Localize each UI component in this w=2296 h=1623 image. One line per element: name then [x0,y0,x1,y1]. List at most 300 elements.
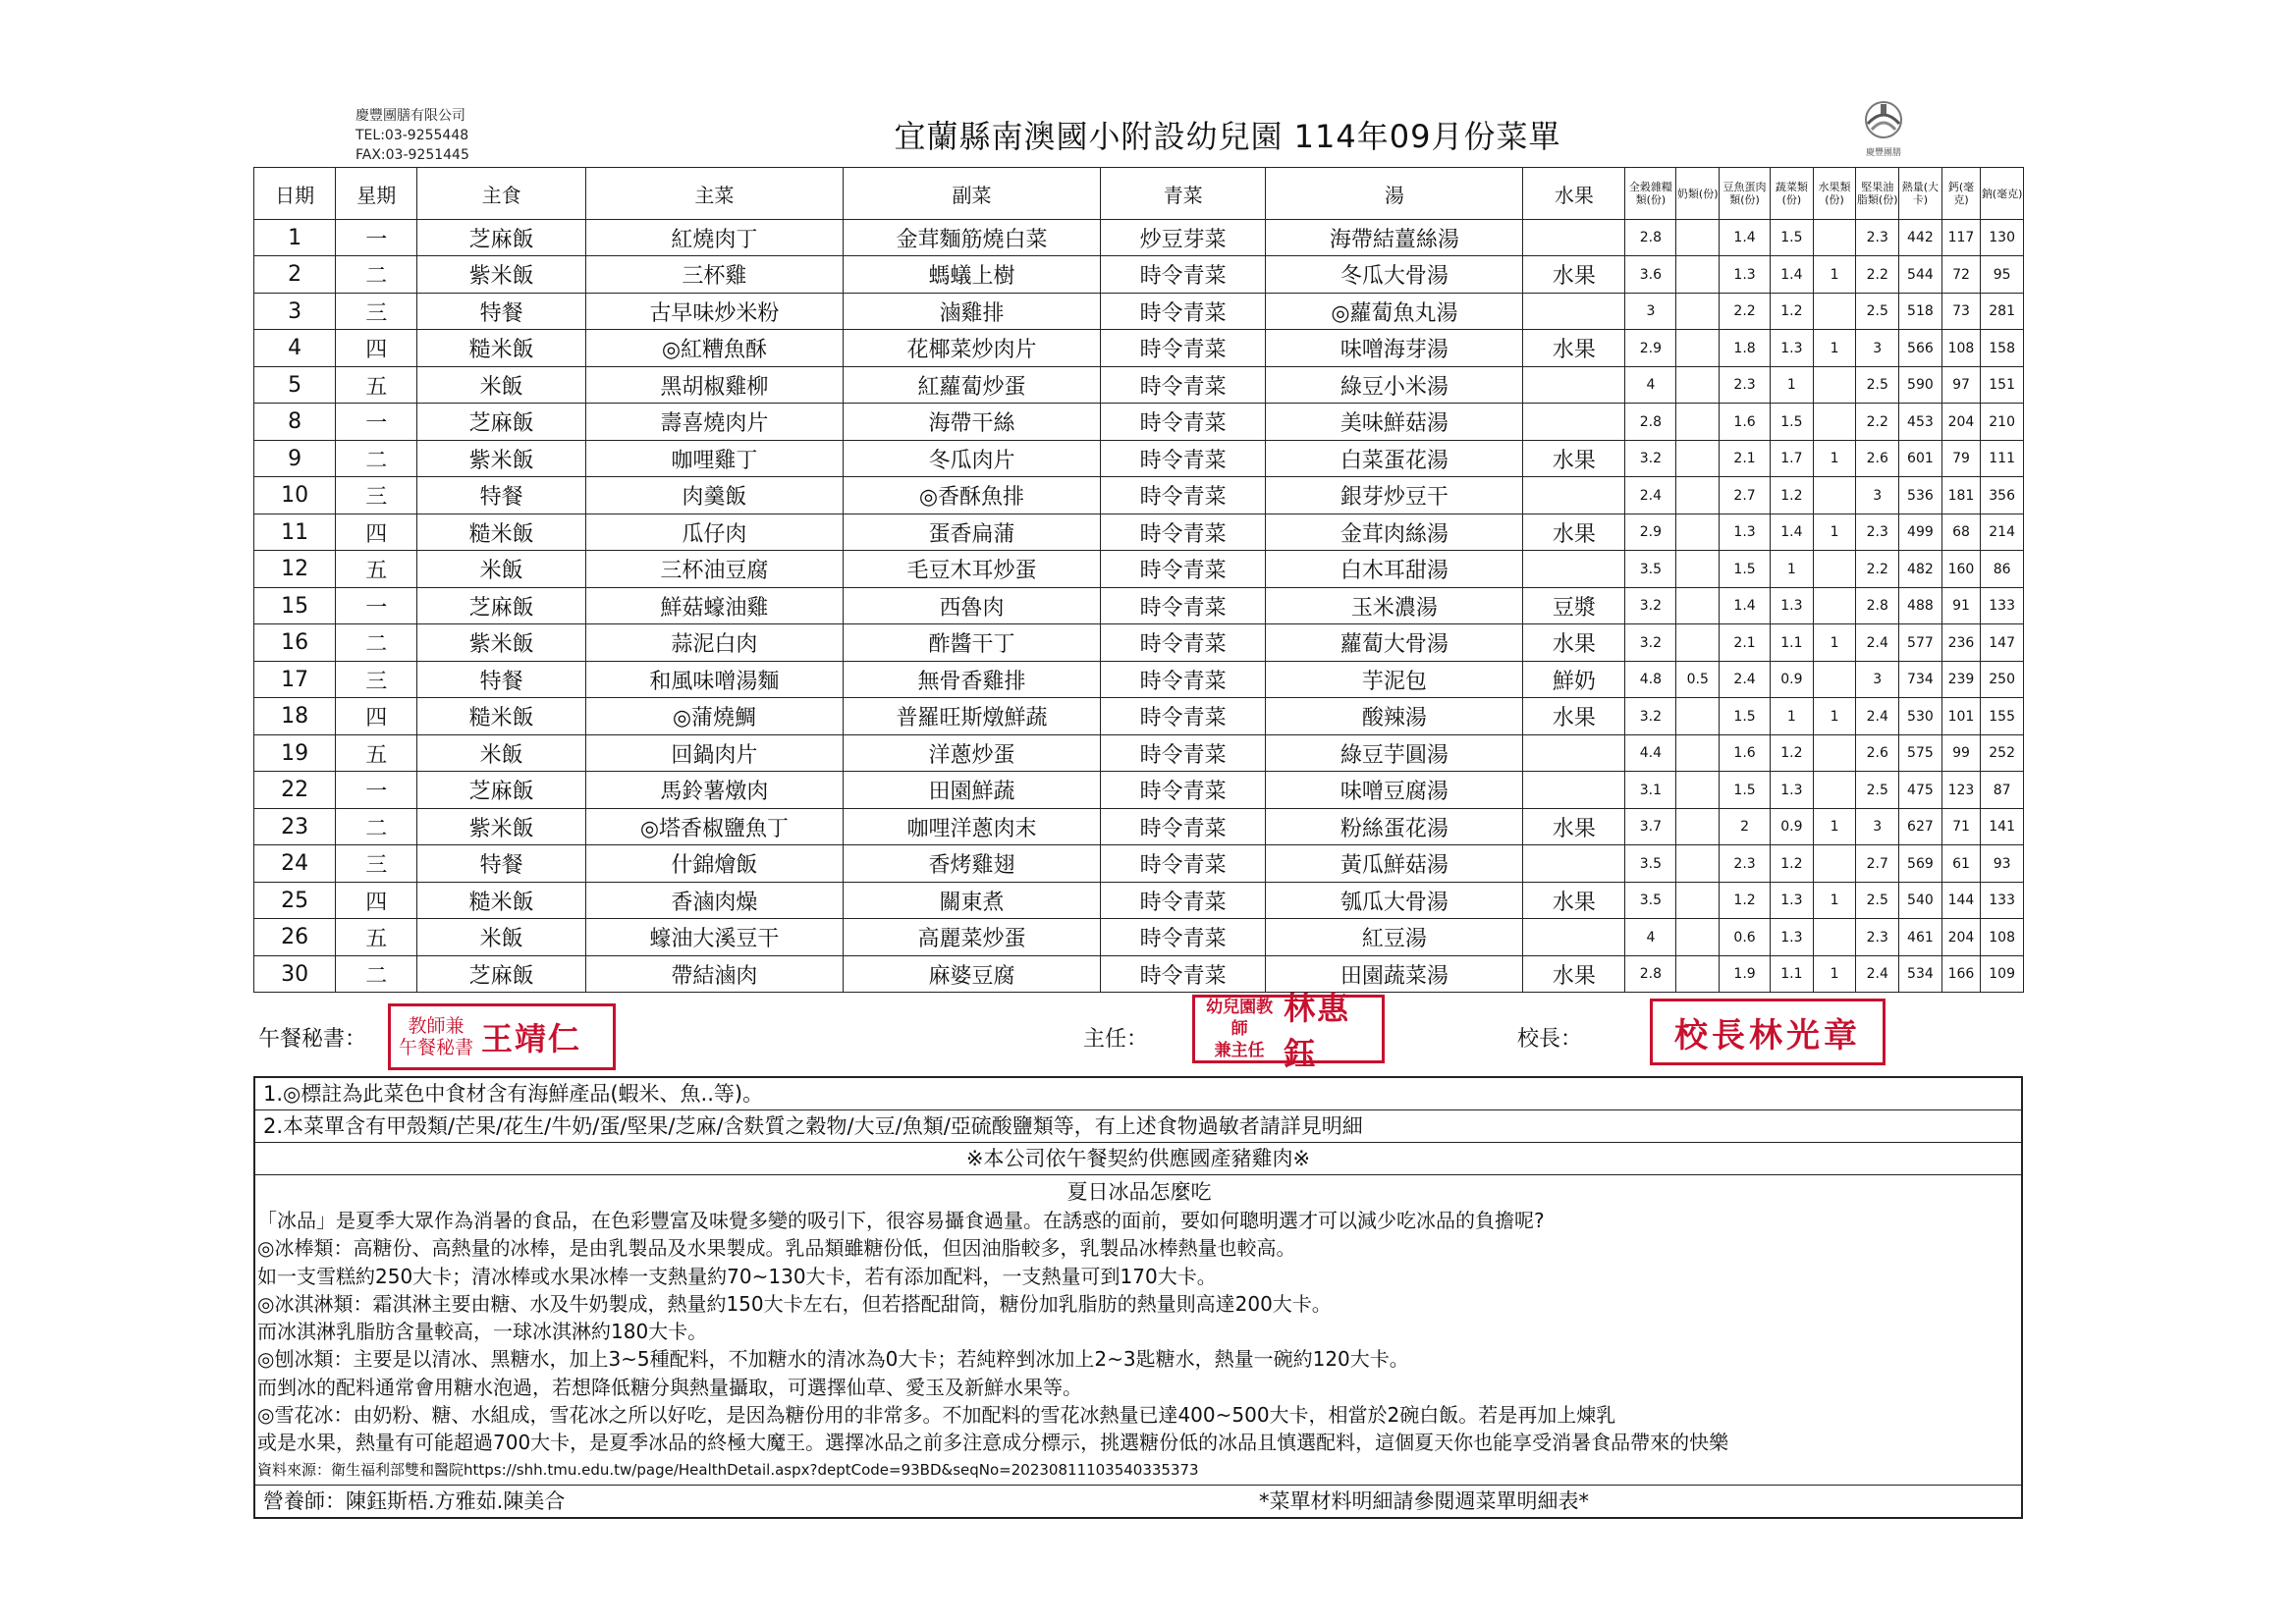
cell-date: 2 [254,256,336,294]
cell-vegetable: 時令青菜 [1100,404,1265,441]
cell-sodium: 141 [1981,809,2024,845]
cell-fruit [1523,735,1625,772]
cell-milk [1676,624,1720,662]
cell-calcium: 99 [1941,735,1981,772]
cell-grain: 2.8 [1625,956,1676,993]
cell-main-dish: 回鍋肉片 [585,735,843,772]
cell-milk [1676,588,1720,624]
cell-staple: 芝麻飯 [417,588,586,624]
cell-vegetable: 炒豆芽菜 [1100,220,1265,256]
cell-milk [1676,956,1720,993]
cell-grain: 2.4 [1625,477,1676,514]
cell-fruit [1523,220,1625,256]
header-main-dish: 主菜 [585,168,843,220]
cell-nut-oil: 2.5 [1856,883,1899,919]
cell-milk: 0.5 [1676,662,1720,698]
cell-fruit-serv: 1 [1813,698,1856,735]
cell-veg-serv: 1.1 [1771,624,1814,662]
table-row [254,367,2024,404]
cell-date: 19 [254,735,336,772]
cell-main-dish: 什錦燴飯 [585,845,843,883]
article-line: ◎刨冰類：主要是以清冰、黑糖水，加上3~5種配料，不加糖水的清冰為0大卡；若純粹剉冰加上2~3匙糖水，熱量一碗約120大卡。 [257,1347,1409,1372]
table-header-row [254,168,2024,220]
cell-nut-oil: 2.5 [1856,772,1899,809]
cell-milk [1676,404,1720,441]
cell-protein: 1.4 [1720,588,1771,624]
cell-fruit: 水果 [1523,330,1625,367]
cell-protein: 1.9 [1720,956,1771,993]
article-line: 而冰淇淋乳脂肪含量較高，一球冰淇淋約180大卡。 [257,1320,708,1344]
cell-fruit-serv [1813,919,1856,956]
table-row [254,698,2024,735]
cell-weekday: 一 [336,404,417,441]
cell-staple: 紫米飯 [417,256,586,294]
page-title: 宜蘭縣南澳國小附設幼兒園 114年09月份菜單 [894,118,1561,155]
table-row [254,588,2024,624]
director-seal [1192,990,1385,1072]
cell-side-dish: 普羅旺斯燉鮮蔬 [843,698,1100,735]
cell-soup: 海帶結薑絲湯 [1266,220,1523,256]
cell-protein: 1.8 [1720,330,1771,367]
cell-sodium: 133 [1981,588,2024,624]
cell-main-dish: 壽喜燒肉片 [585,404,843,441]
cell-calcium: 68 [1941,514,1981,551]
cell-fruit-serv: 1 [1813,809,1856,845]
cell-calcium: 166 [1941,956,1981,993]
cell-protein: 1.5 [1720,551,1771,588]
article-line: 而剉冰的配料通常會用糖水泡過，若想降低糖分與熱量攝取，可選擇仙草、愛玉及新鮮水果等。 [257,1375,1082,1399]
cell-sodium: 95 [1981,256,2024,294]
cell-vegetable: 時令青菜 [1100,772,1265,809]
cell-calories: 482 [1899,551,1942,588]
cell-fruit-serv: 1 [1813,514,1856,551]
cell-fruit-serv [1813,551,1856,588]
director-label: 主任： [1083,1027,1149,1052]
cell-nut-oil: 2.6 [1856,735,1899,772]
cell-weekday: 三 [336,662,417,698]
cell-vegetable: 時令青菜 [1100,551,1265,588]
cell-calories: 530 [1899,698,1942,735]
cell-calcium: 160 [1941,551,1981,588]
cell-weekday: 二 [336,956,417,993]
cell-side-dish: 西魯肉 [843,588,1100,624]
table-row [254,662,2024,698]
cell-veg-serv: 1.1 [1771,956,1814,993]
cell-milk [1676,220,1720,256]
cell-staple: 糙米飯 [417,330,586,367]
cell-main-dish: ◎紅糟魚酥 [585,330,843,367]
cell-nut-oil: 2.6 [1856,441,1899,477]
cell-veg-serv: 1.7 [1771,441,1814,477]
cell-sodium: 147 [1981,624,2024,662]
cell-calories: 566 [1899,330,1942,367]
cell-veg-serv: 1.4 [1771,256,1814,294]
logo-caption: 慶豐團膳 [1865,148,1901,158]
cell-side-dish: 洋蔥炒蛋 [843,735,1100,772]
table-row [254,404,2024,441]
cell-side-dish: 無骨香雞排 [843,662,1100,698]
cell-milk [1676,330,1720,367]
cell-grain: 2.8 [1625,220,1676,256]
cell-calcium: 101 [1941,698,1981,735]
cell-calcium: 144 [1941,883,1981,919]
table-row [254,845,2024,883]
company-fax: FAX:03-9251445 [355,147,469,163]
cell-sodium: 155 [1981,698,2024,735]
cell-staple: 糙米飯 [417,514,586,551]
table-row [254,330,2024,367]
dietitian-names: 營養師：陳鈺斯梧.方雅茹.陳美合 [263,1488,566,1513]
cell-protein: 2.3 [1720,845,1771,883]
cell-grain: 2.9 [1625,330,1676,367]
cell-sodium: 210 [1981,404,2024,441]
cell-weekday: 三 [336,477,417,514]
cell-milk [1676,735,1720,772]
cell-protein: 1.6 [1720,404,1771,441]
cell-fruit-serv: 1 [1813,956,1856,993]
cell-side-dish: 毛豆木耳炒蛋 [843,551,1100,588]
cell-date: 18 [254,698,336,735]
cell-veg-serv: 1.3 [1771,919,1814,956]
cell-veg-serv: 1 [1771,698,1814,735]
cell-grain: 4 [1625,919,1676,956]
table-row [254,624,2024,662]
cell-side-dish: 關東煮 [843,883,1100,919]
cell-protein: 1.6 [1720,735,1771,772]
cell-soup: 酸辣湯 [1266,698,1523,735]
table-row [254,441,2024,477]
cell-fruit: 水果 [1523,514,1625,551]
cell-veg-serv: 1.2 [1771,294,1814,330]
header-protein-servings: 豆魚蛋肉類(份) [1720,168,1771,220]
cell-staple: 芝麻飯 [417,772,586,809]
cell-calcium: 204 [1941,919,1981,956]
cell-date: 17 [254,662,336,698]
cell-grain: 3.2 [1625,588,1676,624]
cell-date: 16 [254,624,336,662]
cell-protein: 2.3 [1720,367,1771,404]
cell-fruit: 水果 [1523,624,1625,662]
cell-soup: 白木耳甜湯 [1266,551,1523,588]
cell-nut-oil: 2.4 [1856,624,1899,662]
cell-protein: 2.1 [1720,624,1771,662]
cell-fruit: 水果 [1523,698,1625,735]
cell-date: 24 [254,845,336,883]
header-soup: 湯 [1266,168,1523,220]
cell-veg-serv: 1.5 [1771,220,1814,256]
cell-main-dish: 馬鈴薯燉肉 [585,772,843,809]
cell-sodium: 250 [1981,662,2024,698]
cell-vegetable: 時令青菜 [1100,735,1265,772]
cell-side-dish: 螞蟻上樹 [843,256,1100,294]
cell-fruit [1523,551,1625,588]
header-vegetable-servings: 蔬菜類(份) [1771,168,1814,220]
cell-calcium: 97 [1941,367,1981,404]
cell-date: 5 [254,367,336,404]
cell-milk [1676,551,1720,588]
cell-fruit-serv [1813,735,1856,772]
cell-vegetable: 時令青菜 [1100,588,1265,624]
cell-weekday: 二 [336,441,417,477]
cell-sodium: 214 [1981,514,2024,551]
director-seal-title: 幼兒園教師 兼主任 [1206,998,1274,1060]
cell-veg-serv: 1.4 [1771,514,1814,551]
cell-nut-oil: 2.8 [1856,588,1899,624]
cell-nut-oil: 3 [1856,662,1899,698]
cell-soup: 瓠瓜大骨湯 [1266,883,1523,919]
cell-staple: 米飯 [417,735,586,772]
cell-fruit: 鮮奶 [1523,662,1625,698]
cell-fruit-serv [1813,662,1856,698]
cell-sodium: 108 [1981,919,2024,956]
cell-calories: 499 [1899,514,1942,551]
cell-nut-oil: 2.3 [1856,514,1899,551]
cell-side-dish: 麻婆豆腐 [843,956,1100,993]
cell-milk [1676,698,1720,735]
cell-protein: 2.4 [1720,662,1771,698]
cell-soup: 綠豆小米湯 [1266,367,1523,404]
cell-protein: 1.2 [1720,883,1771,919]
header-calcium: 鈣(毫克) [1941,168,1981,220]
article-line: ◎冰棒類：高糖份、高熱量的冰棒，是由乳製品及水果製成。乳品類雖糖份低，但因油脂較多，乳製品冰棒熱量也較高。 [257,1236,1296,1261]
table-row [254,809,2024,845]
cell-milk [1676,441,1720,477]
cell-soup: 美味鮮菇湯 [1266,404,1523,441]
cell-sodium: 133 [1981,883,2024,919]
cell-nut-oil: 2.2 [1856,551,1899,588]
cell-fruit [1523,919,1625,956]
article-line: 「冰品」是夏季大眾作為消暑的食品，在色彩豐富及味覺多變的吸引下，很容易攝食過量。在誘惑的面前，要如何聰明選才可以減少吃冰品的負擔呢? [257,1209,1545,1232]
cell-calories: 577 [1899,624,1942,662]
cell-date: 12 [254,551,336,588]
article-line: 如一支雪糕約250大卡；清冰棒或水果冰棒一支熱量約70~130大卡，若有添加配料，一支熱量可到170大卡。 [257,1264,1217,1288]
cell-staple: 特餐 [417,477,586,514]
cell-milk [1676,883,1720,919]
cell-staple: 米飯 [417,551,586,588]
cell-weekday: 一 [336,588,417,624]
table-row [254,514,2024,551]
cell-nut-oil: 2.2 [1856,404,1899,441]
cell-calcium: 108 [1941,330,1981,367]
cell-veg-serv: 1.2 [1771,735,1814,772]
cell-protein: 1.5 [1720,698,1771,735]
cell-vegetable: 時令青菜 [1100,883,1265,919]
cell-date: 8 [254,404,336,441]
cell-veg-serv: 1 [1771,367,1814,404]
principal-label: 校長： [1517,1027,1583,1052]
cell-side-dish: 紅蘿蔔炒蛋 [843,367,1100,404]
cell-calories: 569 [1899,845,1942,883]
cell-side-dish: 咖哩洋蔥肉末 [843,809,1100,845]
cell-main-dish: 蒜泥白肉 [585,624,843,662]
cell-side-dish: 金茸麵筋燒白菜 [843,220,1100,256]
cell-fruit-serv: 1 [1813,441,1856,477]
header-side-dish: 副菜 [843,168,1100,220]
cell-milk [1676,772,1720,809]
secretary-seal-name: 王靖仁 [481,1020,582,1057]
cell-fruit-serv [1813,845,1856,883]
cell-fruit-serv [1813,588,1856,624]
cell-date: 30 [254,956,336,993]
cell-date: 22 [254,772,336,809]
cell-fruit [1523,367,1625,404]
cell-vegetable: 時令青菜 [1100,662,1265,698]
cell-calories: 590 [1899,367,1942,404]
cell-vegetable: 時令青菜 [1100,256,1265,294]
secretary-label: 午餐秘書： [258,1027,367,1052]
cell-soup: 味噌豆腐湯 [1266,772,1523,809]
cell-main-dish: 香滷肉燥 [585,883,843,919]
cell-staple: 糙米飯 [417,883,586,919]
cell-vegetable: 時令青菜 [1100,514,1265,551]
cell-calories: 534 [1899,956,1942,993]
cell-fruit-serv [1813,220,1856,256]
header-fruit: 水果 [1523,168,1625,220]
article-line: ◎雪花冰：由奶粉、糖、水組成，雪花冰之所以好吃，是因為糖份用的非常多。不加配料的雪花冰熱量已達400~500大卡，相當於2碗白飯。若是再加上煉乳 [257,1403,1616,1428]
company-logo-icon [1854,98,1913,143]
cell-fruit-serv [1813,367,1856,404]
cell-main-dish: 三杯雞 [585,256,843,294]
cell-calcium: 61 [1941,845,1981,883]
cell-main-dish: 古早味炒米粉 [585,294,843,330]
company-tel: TEL:03-9255448 [355,128,469,143]
cell-fruit-serv [1813,294,1856,330]
cell-milk [1676,919,1720,956]
cell-calcium: 79 [1941,441,1981,477]
cell-main-dish: ◎塔香椒鹽魚丁 [585,809,843,845]
cell-main-dish: 黑胡椒雞柳 [585,367,843,404]
table-row [254,956,2024,993]
cell-staple: 米飯 [417,367,586,404]
cell-nut-oil: 2.2 [1856,256,1899,294]
cell-soup: 黃瓜鮮菇湯 [1266,845,1523,883]
cell-weekday: 三 [336,294,417,330]
cell-date: 11 [254,514,336,551]
cell-fruit [1523,845,1625,883]
cell-fruit: 水果 [1523,809,1625,845]
principal-seal-text: 校長林光章 [1674,1015,1861,1055]
cell-staple: 特餐 [417,294,586,330]
cell-sodium: 86 [1981,551,2024,588]
cell-soup: 玉米濃湯 [1266,588,1523,624]
cell-milk [1676,294,1720,330]
cell-nut-oil: 3 [1856,809,1899,845]
cell-calories: 601 [1899,441,1942,477]
cell-vegetable: 時令青菜 [1100,367,1265,404]
cell-calcium: 123 [1941,772,1981,809]
principal-seal [1650,999,1886,1065]
cell-soup: 味噌海芽湯 [1266,330,1523,367]
cell-soup: 白菜蛋花湯 [1266,441,1523,477]
cell-protein: 1.4 [1720,220,1771,256]
cell-calcium: 72 [1941,256,1981,294]
cell-grain: 4.8 [1625,662,1676,698]
cell-staple: 芝麻飯 [417,404,586,441]
cell-staple: 米飯 [417,919,586,956]
cell-grain: 3 [1625,294,1676,330]
seafood-note: 1.◎標註為此菜色中食材含有海鮮產品(蝦米、魚..等)。 [255,1078,2021,1110]
cell-veg-serv: 1 [1771,551,1814,588]
cell-soup: ◎蘿蔔魚丸湯 [1266,294,1523,330]
table-row [254,919,2024,956]
cell-calcium: 239 [1941,662,1981,698]
cell-soup: 銀芽炒豆干 [1266,477,1523,514]
cell-weekday: 四 [336,698,417,735]
cell-veg-serv: 0.9 [1771,662,1814,698]
cell-side-dish: 花椰菜炒肉片 [843,330,1100,367]
cell-nut-oil: 3 [1856,477,1899,514]
cell-side-dish: 滷雞排 [843,294,1100,330]
article-body [257,1207,2021,1457]
cell-protein: 2.7 [1720,477,1771,514]
cell-veg-serv: 1.2 [1771,845,1814,883]
cell-grain: 3.7 [1625,809,1676,845]
cell-fruit: 水果 [1523,956,1625,993]
cell-vegetable: 時令青菜 [1100,477,1265,514]
cell-vegetable: 時令青菜 [1100,809,1265,845]
cell-main-dish: 帶結滷肉 [585,956,843,993]
table-row [254,551,2024,588]
table-row [254,294,2024,330]
cell-protein: 1.5 [1720,772,1771,809]
cell-main-dish: 蠔油大溪豆干 [585,919,843,956]
cell-grain: 3.6 [1625,256,1676,294]
cell-fruit-serv: 1 [1813,883,1856,919]
header-grain-servings: 全穀雜糧類(份) [1625,168,1676,220]
meat-origin-note: ※本公司依午餐契約供應國產豬雞肉※ [255,1143,2021,1175]
cell-grain: 3.2 [1625,698,1676,735]
cell-fruit [1523,404,1625,441]
cell-fruit [1523,477,1625,514]
cell-date: 4 [254,330,336,367]
cell-grain: 3.5 [1625,845,1676,883]
cell-vegetable: 時令青菜 [1100,441,1265,477]
cell-protein: 1.3 [1720,514,1771,551]
cell-calcium: 236 [1941,624,1981,662]
cell-nut-oil: 3 [1856,330,1899,367]
header-staple: 主食 [417,168,586,220]
cell-grain: 3.2 [1625,441,1676,477]
cell-fruit: 水果 [1523,441,1625,477]
company-name: 慶豐團膳有限公司 [355,108,465,124]
cell-sodium: 87 [1981,772,2024,809]
cell-sodium: 130 [1981,220,2024,256]
cell-protein: 2.1 [1720,441,1771,477]
article-line: 或是水果，熱量有可能超過700大卡，是夏季冰品的終極大魔王。選擇冰品之前多注意成分標示，挑選糖份低的冰品且慎選配料，這個夏天你也能享受消暑食品帶來的快樂 [257,1431,1729,1455]
cell-calories: 627 [1899,809,1942,845]
cell-calories: 536 [1899,477,1942,514]
header-date: 日期 [254,168,336,220]
director-seal-name: 林惠鈺 [1284,990,1351,1072]
cell-main-dish: 瓜仔肉 [585,514,843,551]
cell-main-dish: 咖哩雞丁 [585,441,843,477]
cell-calories: 540 [1899,883,1942,919]
cell-veg-serv: 1.3 [1771,588,1814,624]
cell-main-dish: 三杯油豆腐 [585,551,843,588]
cell-date: 26 [254,919,336,956]
cell-fruit: 豆漿 [1523,588,1625,624]
cell-calories: 544 [1899,256,1942,294]
table-row [254,883,2024,919]
cell-weekday: 二 [336,256,417,294]
cell-nut-oil: 2.4 [1856,698,1899,735]
cell-protein: 2.2 [1720,294,1771,330]
table-row [254,256,2024,294]
cell-milk [1676,367,1720,404]
cell-calcium: 117 [1941,220,1981,256]
table-row [254,220,2024,256]
cell-grain: 3.5 [1625,883,1676,919]
